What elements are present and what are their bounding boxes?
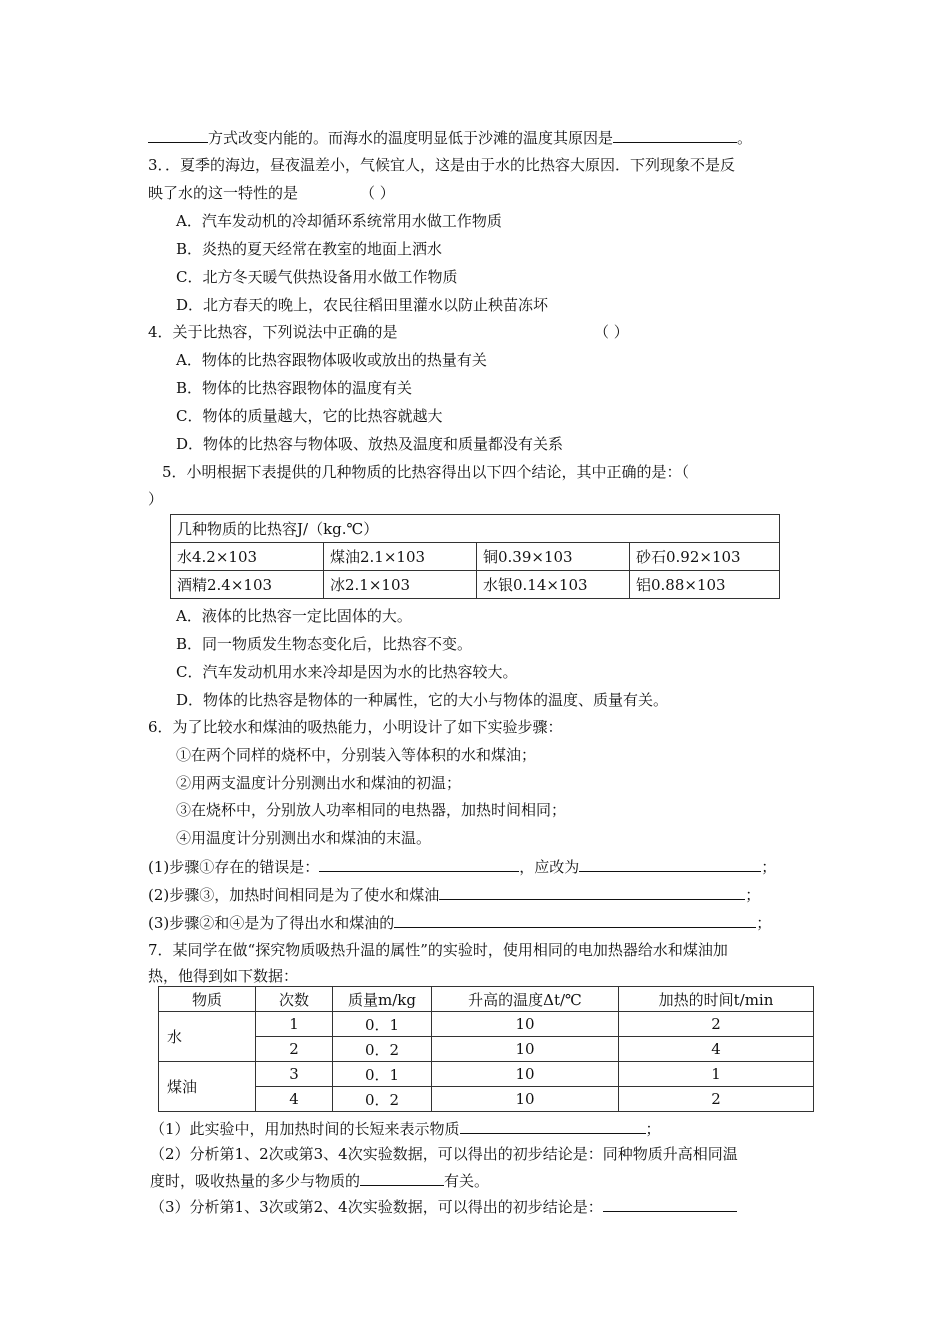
- q7-sub2-line1: （2）分析第1、2次或第3、4次实验数据，可以得出的初步结论是：同种物质升高相同温: [150, 1145, 738, 1163]
- q4-stem-line: [148, 322, 629, 342]
- table-cell: 4: [256, 1087, 333, 1112]
- q7-stem-line1: 7．某同学在做“探究物质吸热升温的属性”的实验时，使用相同的电加热器给水和煤油加: [148, 941, 728, 959]
- q7-sub3-blank[interactable]: [603, 1196, 737, 1212]
- table-cell: 2: [619, 1012, 814, 1037]
- q2-blank-2[interactable]: [613, 127, 737, 143]
- q3-option-c: C．北方冬天暖气供热设备用水做工作物质: [176, 268, 458, 286]
- substance-cell: 水: [159, 1012, 256, 1062]
- q6-sub1-blank-2[interactable]: [579, 856, 761, 872]
- q6-sub3-text-a: (3)步骤②和④是为了得出水和煤油的: [148, 914, 395, 932]
- q6-sub2: [148, 884, 760, 905]
- q5-option-c: C．汽车发动机用水来冷却是因为水的比热容较大。: [176, 663, 518, 681]
- q6-sub2-text-a: (2)步骤③，加热时间相同是为了使水和煤油: [148, 886, 440, 904]
- table-row: [159, 1087, 814, 1112]
- q3-answer-bracket[interactable]: （ ）: [360, 184, 395, 202]
- q6-step-4: ④用温度计分别测出水和煤油的末温。: [176, 829, 432, 847]
- table-row: [159, 1062, 814, 1087]
- table-cell: 10: [432, 1012, 619, 1037]
- q6-sub1-text-c: ；: [761, 858, 777, 876]
- q4-option-d: D．物体的比热容与物体吸、放热及温度和质量都没有关系: [176, 435, 564, 453]
- q4-option-b: B．物体的比热容跟物体的温度有关: [176, 379, 413, 397]
- table-cell: 铝0.88×103: [630, 571, 780, 599]
- q6-sub1: [148, 856, 776, 877]
- q3-stem-line2: [148, 183, 395, 203]
- table-cell: 酒精2.4×103: [171, 571, 324, 599]
- table-row: [159, 1012, 814, 1037]
- table-cell: 冰2.1×103: [324, 571, 477, 599]
- q3-stem-text: 映了水的这一特性的是: [148, 184, 299, 202]
- q6-stem: 6．为了比较水和煤油的吸热能力，小明设计了如下实验步骤：: [148, 718, 563, 736]
- table-cell: 0．1: [333, 1062, 432, 1087]
- q7-sub2-text-a: 度时，吸收热量的多少与物质的: [150, 1172, 361, 1190]
- q6-sub3: [148, 912, 771, 933]
- specific-heat-table: [170, 514, 780, 599]
- q6-sub3-blank[interactable]: [394, 912, 756, 928]
- q2-blank-1[interactable]: [148, 127, 208, 143]
- q6-step-3: ③在烧杯中，分别放人功率相同的电热器，加热时间相同；: [176, 801, 567, 819]
- q6-step-1: ①在两个同样的烧杯中，分别装入等体积的水和煤油；: [176, 746, 537, 764]
- header-cell: 加热的时间t/min: [619, 987, 814, 1012]
- q4-stem-text: 4．关于比热容，下列说法中正确的是: [148, 323, 398, 341]
- table-cell: 砂石0.92×103: [630, 543, 780, 571]
- q7-sub2-text-b: 有关。: [444, 1172, 490, 1190]
- q2-text-b: 。: [737, 129, 753, 147]
- table-cell: 1: [256, 1012, 333, 1037]
- table-cell: 2: [619, 1087, 814, 1112]
- q5-option-a: A．液体的比热容一定比固体的大。: [176, 607, 412, 625]
- table-row: [159, 1037, 814, 1062]
- q7-stem-line2: 热，他得到如下数据：: [148, 967, 299, 985]
- table-cell: 0．1: [333, 1012, 432, 1037]
- table-header-row: [159, 987, 814, 1012]
- q7-sub2-blank[interactable]: [360, 1170, 444, 1186]
- table-header-row: [171, 515, 780, 543]
- table-cell: 2: [256, 1037, 333, 1062]
- table-cell: 水银0.14×103: [477, 571, 630, 599]
- table-cell: 10: [432, 1087, 619, 1112]
- q7-sub1-text-a: （1）此实验中，用加热时间的长短来表示物质: [150, 1120, 460, 1138]
- table-cell: 4: [619, 1037, 814, 1062]
- q2-text-a: 方式改变内能的。而海水的温度明显低于沙滩的温度其原因是: [208, 129, 614, 147]
- table-cell: 水4.2×103: [171, 543, 324, 571]
- q6-sub1-blank-1[interactable]: [319, 856, 519, 872]
- table-cell: 10: [432, 1062, 619, 1087]
- q7-sub1-blank[interactable]: [460, 1118, 646, 1134]
- q5-option-b: B．同一物质发生物态变化后，比热容不变。: [176, 635, 473, 653]
- q3-option-b: B．炎热的夏天经常在教室的地面上洒水: [176, 240, 443, 258]
- table-cell: 0．2: [333, 1087, 432, 1112]
- q5-option-d: D．物体的比热容是物体的一种属性，它的大小与物体的温度、质量有关。: [176, 691, 669, 709]
- table-cell: 0．2: [333, 1037, 432, 1062]
- table-cell: 铜0.39×103: [477, 543, 630, 571]
- table-row: [171, 543, 780, 571]
- header-cell: 升高的温度Δt/℃: [432, 987, 619, 1012]
- q6-sub2-blank[interactable]: [439, 884, 745, 900]
- table-cell: 煤油2.1×103: [324, 543, 477, 571]
- q3-option-a: A．汽车发动机的冷却循环系统常用水做工作物质: [176, 212, 502, 230]
- q4-option-c: C．物体的质量越大，它的比热容就越大: [176, 407, 443, 425]
- q7-sub1-text-b: ；: [645, 1120, 661, 1138]
- table-cell: 10: [432, 1037, 619, 1062]
- table-cell: 3: [256, 1062, 333, 1087]
- q2-tail-line: [148, 127, 752, 148]
- q6-step-2: ②用两支温度计分别测出水和煤油的初温；: [176, 774, 462, 792]
- header-cell: 物质: [159, 987, 256, 1012]
- q6-sub2-text-c: ；: [745, 886, 761, 904]
- q5-stem-line1: 5．小明根据下表提供的几种物质的比热容得出以下四个结论，其中正确的是：（: [162, 463, 690, 481]
- experiment-data-table: [158, 986, 814, 1112]
- q7-sub3-text-a: （3）分析第1、3次或第2、4次实验数据，可以得出的初步结论是：: [150, 1198, 603, 1216]
- table-cell: 1: [619, 1062, 814, 1087]
- q3-option-d: D．北方春天的晚上，农民往稻田里灌水以防止秧苗冻坏: [176, 296, 549, 314]
- q3-stem-line1: 3．．夏季的海边，昼夜温差小，气候宜人，这是由于水的比热容大原因．下列现象不是反: [148, 156, 736, 174]
- q6-sub1-text-b: ，应改为: [519, 858, 580, 876]
- table-row: [171, 571, 780, 599]
- header-cell: 次数: [256, 987, 333, 1012]
- q6-sub3-text-c: ；: [756, 914, 772, 932]
- q7-sub2-line2: [150, 1170, 489, 1191]
- q4-option-a: A．物体的比热容跟物体吸收或放出的热量有关: [176, 351, 487, 369]
- q5-stem-line2: ）: [148, 490, 164, 508]
- q4-answer-bracket[interactable]: （ ）: [594, 323, 629, 341]
- q7-sub1: [150, 1118, 661, 1139]
- q6-sub1-text-a: (1)步骤①存在的错误是：: [148, 858, 320, 876]
- header-cell: 质量m/kg: [333, 987, 432, 1012]
- substance-cell: 煤油: [159, 1062, 256, 1112]
- q7-sub3: [150, 1196, 737, 1217]
- table-header-cell: 几种物质的比热容J/（kg.℃）: [171, 515, 780, 543]
